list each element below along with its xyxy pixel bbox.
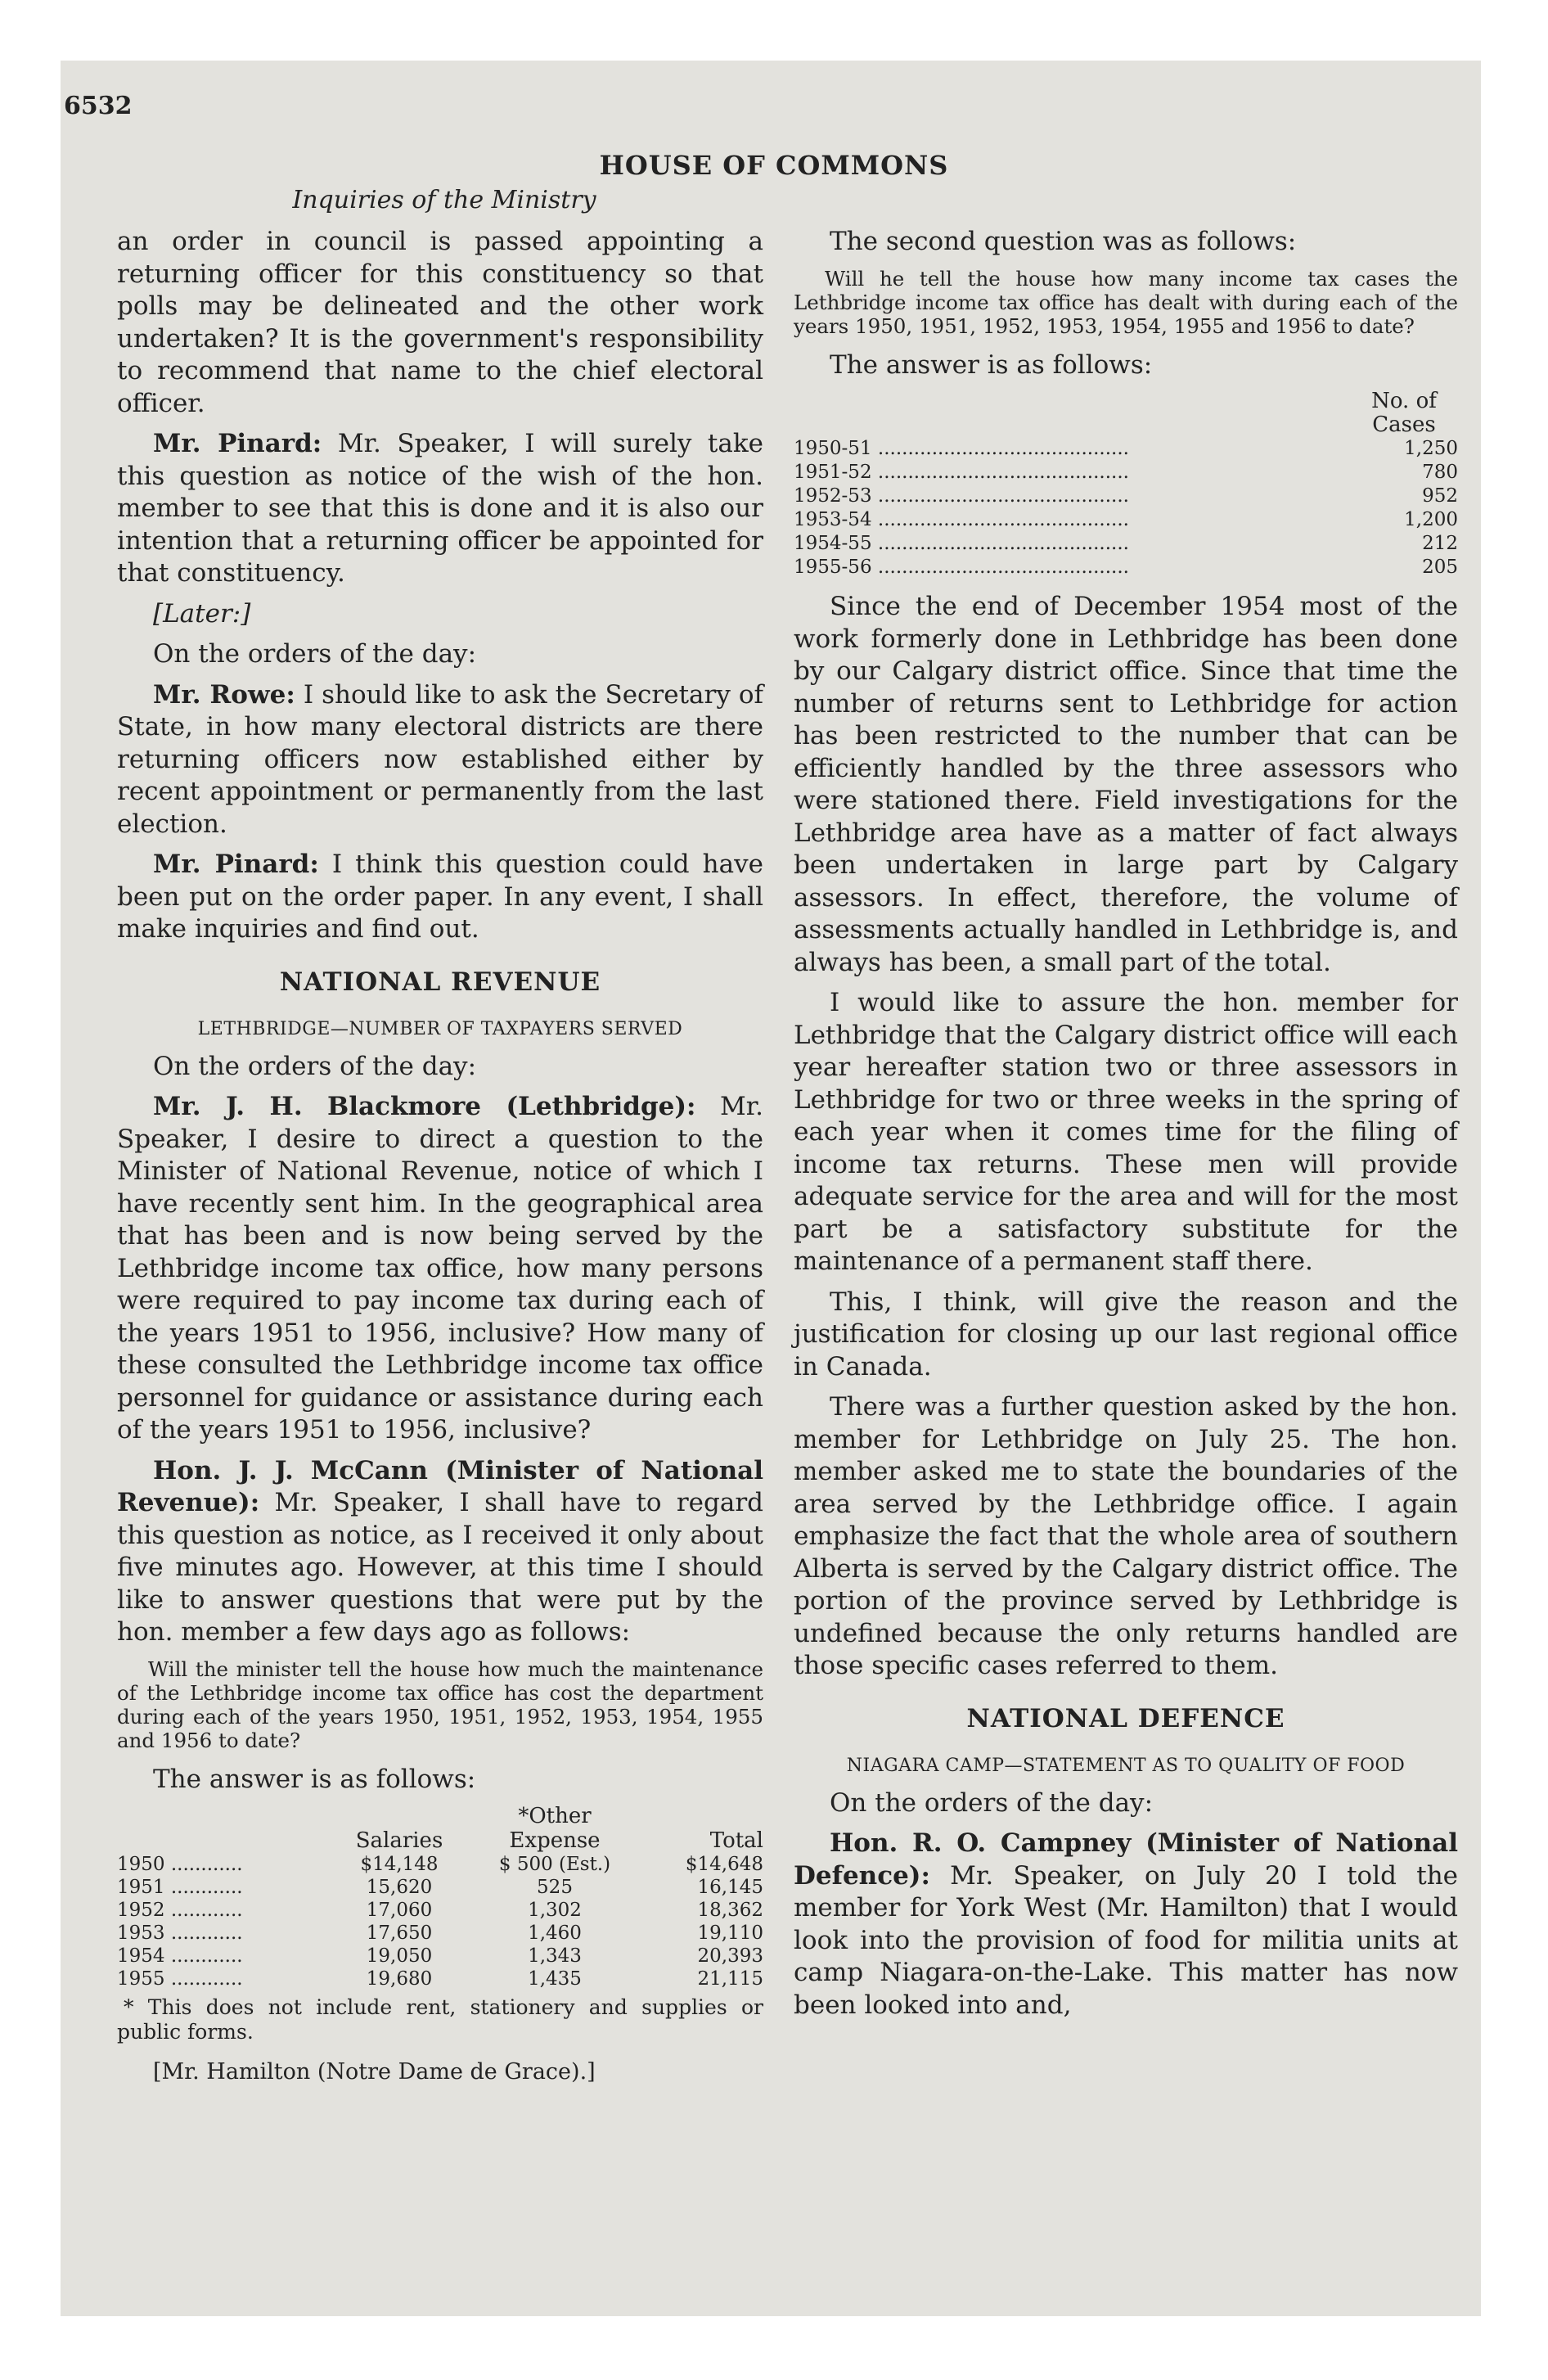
page-subtitle: Inquiries of the Ministry <box>292 186 596 214</box>
table-cell-year <box>117 1945 330 1968</box>
table-cell-salaries: 19,050 <box>366 1945 433 1967</box>
speaker-name: Mr. Rowe: <box>153 679 295 710</box>
left-column <box>117 226 763 2097</box>
leader-dots: .......................................... <box>871 509 1129 530</box>
table-cell-cases: 952 <box>1422 485 1458 507</box>
leader-dots: .......................................... <box>871 438 1129 459</box>
year-label: 1955-56 <box>794 557 872 578</box>
column-header: Expense <box>509 1828 601 1853</box>
table-cell-year <box>117 1899 330 1922</box>
year-label: 1955 <box>117 1968 165 1990</box>
table-row <box>117 1853 763 1876</box>
leader-dots: .......................................... <box>871 485 1129 507</box>
footnote: * This does not include rent, stationery and supplies or public forms. <box>117 1995 763 2044</box>
year-label: 1954 <box>117 1945 165 1967</box>
table-cell-year <box>117 1968 330 1990</box>
table-cell-year <box>794 485 1350 508</box>
answer-intro: The answer is as follows: <box>830 349 1153 380</box>
leader-dots: .......................................... <box>871 533 1129 554</box>
table-cell-expense: 1,460 <box>528 1922 582 1944</box>
table-row <box>794 461 1458 485</box>
table-cell-year <box>117 1876 330 1899</box>
table-row <box>117 1899 763 1922</box>
table-cell-expense: 1,302 <box>528 1900 582 1921</box>
attribution: [Mr. Hamilton (Notre Dame de Grace).] <box>153 2059 596 2085</box>
speech-text: Mr. Speaker, on July 20 I told the member for York West (Mr. Hamilton) that I would look into the provision of food for militia units at camp Niagara-on-the-Lake. This matter has now been looked into and, <box>794 1860 1458 2020</box>
table-cell-year <box>117 1853 330 1876</box>
column-header: Total <box>709 1828 763 1853</box>
year-label: 1952 <box>117 1900 165 1921</box>
leader-dots: ............ <box>164 1900 243 1921</box>
speaker-name: Mr. Pinard: <box>153 429 322 458</box>
table-row <box>794 485 1458 508</box>
table-cell-total: 20,393 <box>697 1945 763 1967</box>
leader-dots: ............ <box>164 1968 243 1990</box>
speech-text: Mr. Speaker, I will surely take this question as notice of the wish of the hon. member to see that this is done and it is also our intention that a returning officer be appointed for that constituency. <box>117 429 763 588</box>
paragraph: This, I think, will give the reason and the justification for closing up our last regional office in Canada. <box>794 1287 1458 1382</box>
speaker-name: Mr. J. H. Blackmore (Lethbridge): <box>153 1092 696 1121</box>
table-row <box>117 1876 763 1899</box>
orders-of-day: On the orders of the day: <box>153 1051 477 1081</box>
year-label: 1952-53 <box>794 485 872 507</box>
table-row <box>117 1945 763 1968</box>
table-cell-cases: 212 <box>1422 533 1458 554</box>
leader-dots: ............ <box>164 1922 243 1944</box>
paragraph <box>117 428 763 590</box>
leader-dots: ............ <box>164 1854 243 1875</box>
year-label: 1950 <box>117 1854 165 1875</box>
column-header: Salaries <box>355 1828 443 1853</box>
table-cell-salaries: $14,148 <box>360 1854 439 1875</box>
table-row <box>794 437 1458 461</box>
cases-table <box>794 390 1458 579</box>
table-cell-year <box>794 508 1350 532</box>
table-row <box>794 556 1458 579</box>
page-number: 6532 <box>64 92 133 120</box>
speaker-name: Mr. Pinard: <box>153 850 319 879</box>
cost-table <box>117 1804 763 1990</box>
paragraph <box>117 679 763 841</box>
paragraph <box>117 1455 763 1649</box>
section-heading: NATIONAL REVENUE <box>279 967 601 997</box>
table-cell-cases: 1,200 <box>1404 509 1458 530</box>
leader-dots: .......................................... <box>871 557 1129 578</box>
table-header-row <box>794 413 1458 437</box>
paragraph: There was a further question asked by the hon. member for Lethbridge on July 25. The hon. member asked me to state the boundaries of the area served by the Lethbridge office. I again emphasize the fact that the whole area of southern Alberta is served by the Calgary district office. The portion of the province served by Lethbridge is undefined because the only returns handled are those specific cases referred to them. <box>794 1392 1458 1680</box>
orders-of-day: On the orders of the day: <box>830 1787 1154 1818</box>
table-cell-expense: 1,343 <box>528 1945 582 1967</box>
year-label: 1954-55 <box>794 533 872 554</box>
table-cell-year <box>794 437 1350 461</box>
table-header-row <box>794 390 1458 413</box>
speaker-name: Hon. J. J. McCann (Minister of National Revenue): <box>117 1455 763 1517</box>
section-heading: NATIONAL DEFENCE <box>966 1703 1285 1733</box>
section-subheading: LETHBRIDGE—NUMBER OF TAXPAYERS SERVED <box>197 1018 683 1039</box>
paragraph <box>117 1091 763 1447</box>
page-title: HOUSE OF COMMONS <box>599 150 949 181</box>
orders-of-day: On the orders of the day: <box>153 639 477 669</box>
year-label: 1953-54 <box>794 509 872 530</box>
table-cell-salaries: 17,060 <box>366 1900 433 1921</box>
table-cell-total: 18,362 <box>697 1900 763 1921</box>
table-cell-cases: 780 <box>1422 462 1458 483</box>
later-text: [Later:] <box>153 598 251 629</box>
later-note <box>117 598 763 631</box>
table-cell-total: 16,145 <box>697 1877 763 1898</box>
table-row <box>117 1922 763 1945</box>
year-label: 1951-52 <box>794 462 872 483</box>
table-cell-expense: 1,435 <box>528 1968 582 1990</box>
table-cell-total: 21,115 <box>697 1968 763 1990</box>
year-label: 1953 <box>117 1922 165 1944</box>
speech-text: I think this question could have been put on the order paper. In any event, I shall make inquiries and find out. <box>117 850 763 944</box>
column-header: *Other <box>518 1804 592 1828</box>
year-label: 1951 <box>117 1877 165 1898</box>
paragraph <box>117 849 763 946</box>
table-cell-expense: 525 <box>537 1877 573 1898</box>
table-cell-cases: 205 <box>1422 557 1458 578</box>
table-cell-total: 19,110 <box>697 1922 763 1944</box>
leader-dots: .......................................... <box>871 462 1129 483</box>
leader-dots: ............ <box>164 1877 243 1898</box>
column-header: Cases <box>1372 412 1436 437</box>
table-row <box>794 532 1458 556</box>
paragraph: The second question was as follows: <box>830 227 1297 256</box>
paragraph <box>794 1828 1458 2022</box>
table-cell-expense: $ 500 (Est.) <box>498 1854 611 1875</box>
table-row <box>117 1968 763 1990</box>
table-cell-cases: 1,250 <box>1404 438 1458 459</box>
table-header-row <box>117 1804 763 1828</box>
section-subheading: NIAGARA CAMP—STATEMENT AS TO QUALITY OF FOOD <box>846 1755 1406 1776</box>
speaker-name: Hon. R. O. Campney (Minister of National Defence): <box>794 1828 1458 1891</box>
table-row <box>794 508 1458 532</box>
right-column <box>794 226 1458 2030</box>
table-cell-year <box>117 1922 330 1945</box>
table-cell-year <box>794 461 1350 485</box>
table-cell-year <box>794 556 1350 579</box>
quoted-question: Will the minister tell the house how much the maintenance of the Lethbridge income tax office has cost the department during each of the years 1950, 1951, 1952, 1953, 1954, 1955 and 1956 to date? <box>117 1657 763 1752</box>
table-cell-salaries: 19,680 <box>366 1968 433 1990</box>
quoted-question: Will he tell the house how many income tax cases the Lethbridge income tax office has dealt with during each of the years 1950, 1951, 1952, 1953, 1954, 1955 and 1956 to date? <box>794 266 1458 338</box>
leader-dots: ............ <box>164 1945 243 1967</box>
table-cell-total: $14,648 <box>685 1854 763 1875</box>
answer-intro: The answer is as follows: <box>153 1764 476 1794</box>
table-cell-salaries: 17,650 <box>366 1922 433 1944</box>
table-cell-year <box>794 532 1350 556</box>
paragraph: I would like to assure the hon. member for Lethbridge that the Calgary district office will each year hereafter station two or three assessors in Lethbridge for two or three weeks in the spring of each year when it comes time for the filing of income tax returns. These men will provide adequate service for the area and will for the most part be a satisfactory substitute for the maintenance of a permanent staff there. <box>794 988 1458 1276</box>
table-header-row <box>117 1828 763 1853</box>
column-header: No. of <box>1371 389 1437 413</box>
year-label: 1950-51 <box>794 438 872 459</box>
speech-text: Mr. Speaker, I shall have to regard this question as notice, as I received it only about five minutes ago. However, at this time I should like to answer questions that were put by the hon. member a few days ago as follows: <box>117 1488 763 1647</box>
speech-text: Mr. Speaker, I desire to direct a question to the Minister of National Revenue, notice of which I have recently sent him. In the geographical area that has been and is now being served by the Lethbridge income tax office, how many persons were required to pay income tax during each of the years 1951 to 1956, inclusive? How many of these consulted the Lethbridge income tax office personnel for guidance or assistance during each of the years 1951 to 1956, inclusive? <box>117 1092 763 1445</box>
table-cell-salaries: 15,620 <box>366 1877 433 1898</box>
speech-text: I should like to ask the Secretary of State, in how many electoral districts are there returning officers now established either by recent appointment or permanently from the last election. <box>117 679 763 839</box>
paragraph: Since the end of December 1954 most of the work formerly done in Lethbridge has been done by our Calgary district office. Since that time the number of returns sent to Lethbridge for action has been restricted to the number that can be efficiently handled by the three assessors who were stationed there. Field investigations for the Lethbridge area have as a matter of fact always been undertaken in large part by Calgary assessors. In effect, therefore, the volume of assessments actually handled in Lethbridge is, and always has been, a small part of the total. <box>794 592 1458 977</box>
paragraph: an order in council is passed appointing a returning officer for this constituency so that polls may be delineated and the other work undertaken? It is the government's responsibility to recommend that name to the chief electoral officer. <box>117 227 763 418</box>
